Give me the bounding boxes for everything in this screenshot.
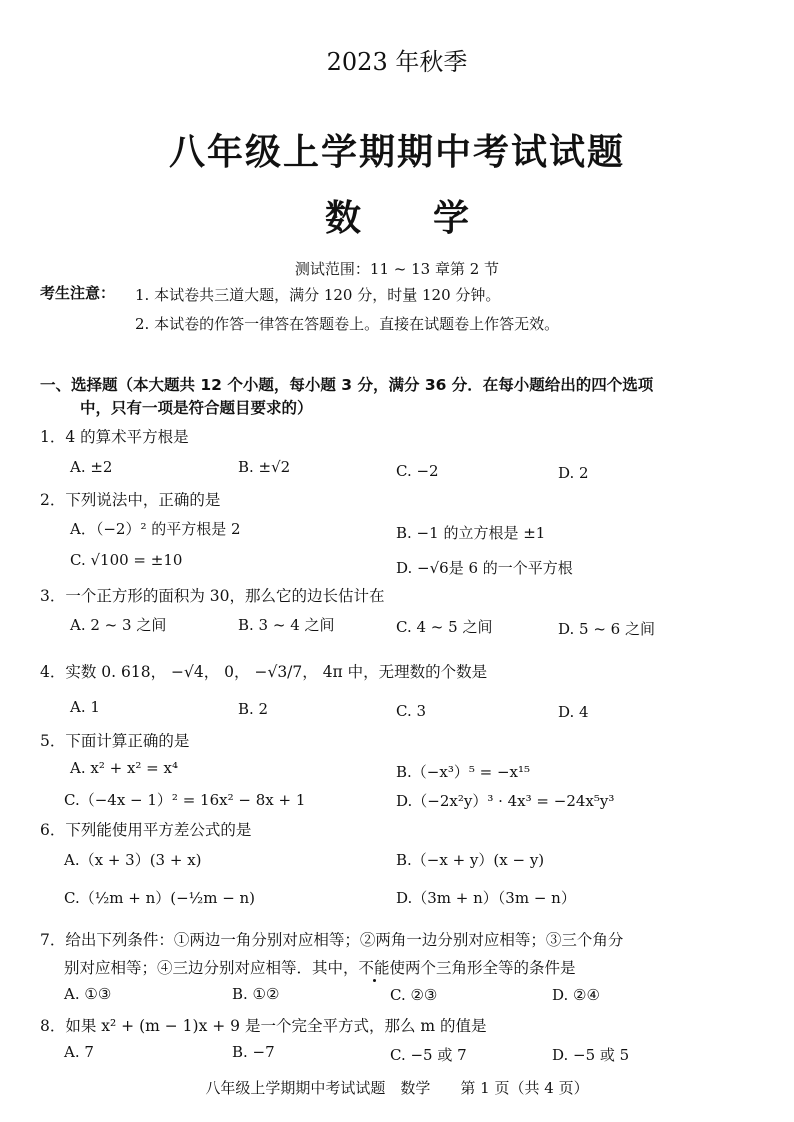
question-8-option-a: A. 7: [64, 1043, 94, 1061]
question-3-option-d: D. 5 ~ 6 之间: [558, 620, 655, 638]
question-2-stem: 2．下列说法中，正确的是: [40, 491, 221, 509]
question-3-option-b: B. 3 ~ 4 之间: [238, 616, 335, 634]
question-6-option-c: C.（½m + n）(−½m − n): [64, 889, 256, 907]
question-7-stem-part-a: 别对应相等；④三边分别对应相等．其中，: [64, 959, 359, 977]
question-1-option-d: D. 2: [558, 464, 589, 482]
question-5-option-a: A. x² + x² = x⁴: [70, 759, 178, 777]
question-7-option-d: D. ②④: [552, 986, 600, 1004]
question-7-option-b: B. ①②: [232, 985, 280, 1003]
question-3-stem: 3．一个正方形的面积为 30，那么它的边长估计在: [40, 587, 385, 605]
question-7-stem-part-c: 使两个三角形全等的条件是: [389, 959, 576, 977]
question-2-option-c: C. √100 = ±10: [70, 551, 183, 569]
exam-range: 测试范围：11 ~ 13 章第 2 节: [294, 260, 500, 278]
notice-item-1: 1. 本试卷共三道大题，满分 120 分，时量 120 分钟。: [135, 286, 501, 304]
question-1-option-a: A. ±2: [70, 458, 113, 476]
page-footer: 八年级上学期期中考试试题 数学 第 1 页（共 4 页）: [205, 1079, 589, 1097]
question-6-option-a: A.（x + 3）(3 + x): [64, 851, 202, 869]
question-8-stem: 8．如果 x² + (m − 1)x + 9 是一个完全平方式，那么 m 的值是: [40, 1017, 487, 1035]
question-2-option-b: B. −1 的立方根是 ±1: [396, 524, 546, 542]
question-4-stem: 4．实数 0. 618， −√4， 0， −√3/7， 4π 中，无理数的个数是: [40, 663, 488, 681]
question-4-option-a: A. 1: [70, 698, 100, 716]
question-8-option-c: C. −5 或 7: [390, 1046, 467, 1064]
question-7-emphasis: 不能: [358, 959, 390, 977]
question-7-option-c: C. ②③: [390, 986, 438, 1004]
question-1-option-b: B. ±√2: [238, 458, 291, 476]
question-4-option-d: D. 4: [558, 703, 589, 721]
question-6-stem: 6．下列能使用平方差公式的是: [40, 821, 252, 839]
question-7-stem-line-2: [64, 956, 576, 978]
question-1-stem: 1．4 的算术平方根是: [40, 428, 189, 446]
question-6-option-d: D.（3m + n）（3m − n）: [396, 889, 576, 907]
question-8-option-b: B. −7: [232, 1043, 275, 1061]
question-7-option-a: A. ①③: [64, 985, 112, 1003]
exam-subject: 数 学: [324, 198, 469, 239]
question-6-option-b: B.（−x + y）(x − y): [396, 851, 545, 869]
question-5-option-d: D.（−2x²y）³ · 4x³ = −24x⁵y³: [396, 792, 615, 810]
question-5-option-b: B.（−x³）⁵ = −x¹⁵: [396, 763, 531, 781]
question-7-stem-line-1: 7．给出下列条件：①两边一角分别对应相等；②两角一边分别对应相等；③三个角分: [40, 931, 624, 949]
question-4-option-b: B. 2: [238, 700, 269, 718]
notice-label: 考生注意：: [40, 284, 116, 302]
question-1-option-c: C. −2: [396, 462, 439, 480]
section-1-heading: 一、选择题（本大题共 12 个小题，每小题 3 分，满分 36 分．在每小题给出的四个选项: [40, 376, 654, 394]
question-5-stem: 5．下面计算正确的是: [40, 732, 190, 750]
question-5-option-c: C.（−4x − 1）² = 16x² − 8x + 1: [64, 791, 306, 809]
question-2-option-d: D. −√6是 6 的一个平方根: [396, 559, 573, 577]
question-3-option-a: A. 2 ~ 3 之间: [70, 616, 167, 634]
section-1-heading-cont: 中，只有一项是符合题目要求的）: [80, 399, 313, 417]
exam-title: 八年级上学期期中考试试题: [168, 132, 625, 173]
question-8-option-d: D. −5 或 5: [552, 1046, 630, 1064]
question-3-option-c: C. 4 ~ 5 之间: [396, 618, 493, 636]
question-2-option-a: A．（−2）² 的平方根是 2: [70, 520, 241, 538]
question-4-option-c: C. 3: [396, 702, 427, 720]
exam-season: 2023 年秋季: [326, 48, 468, 76]
notice-item-2: 2. 本试卷的作答一律答在答题卷上。直接在试题卷上作答无效。: [135, 315, 560, 333]
